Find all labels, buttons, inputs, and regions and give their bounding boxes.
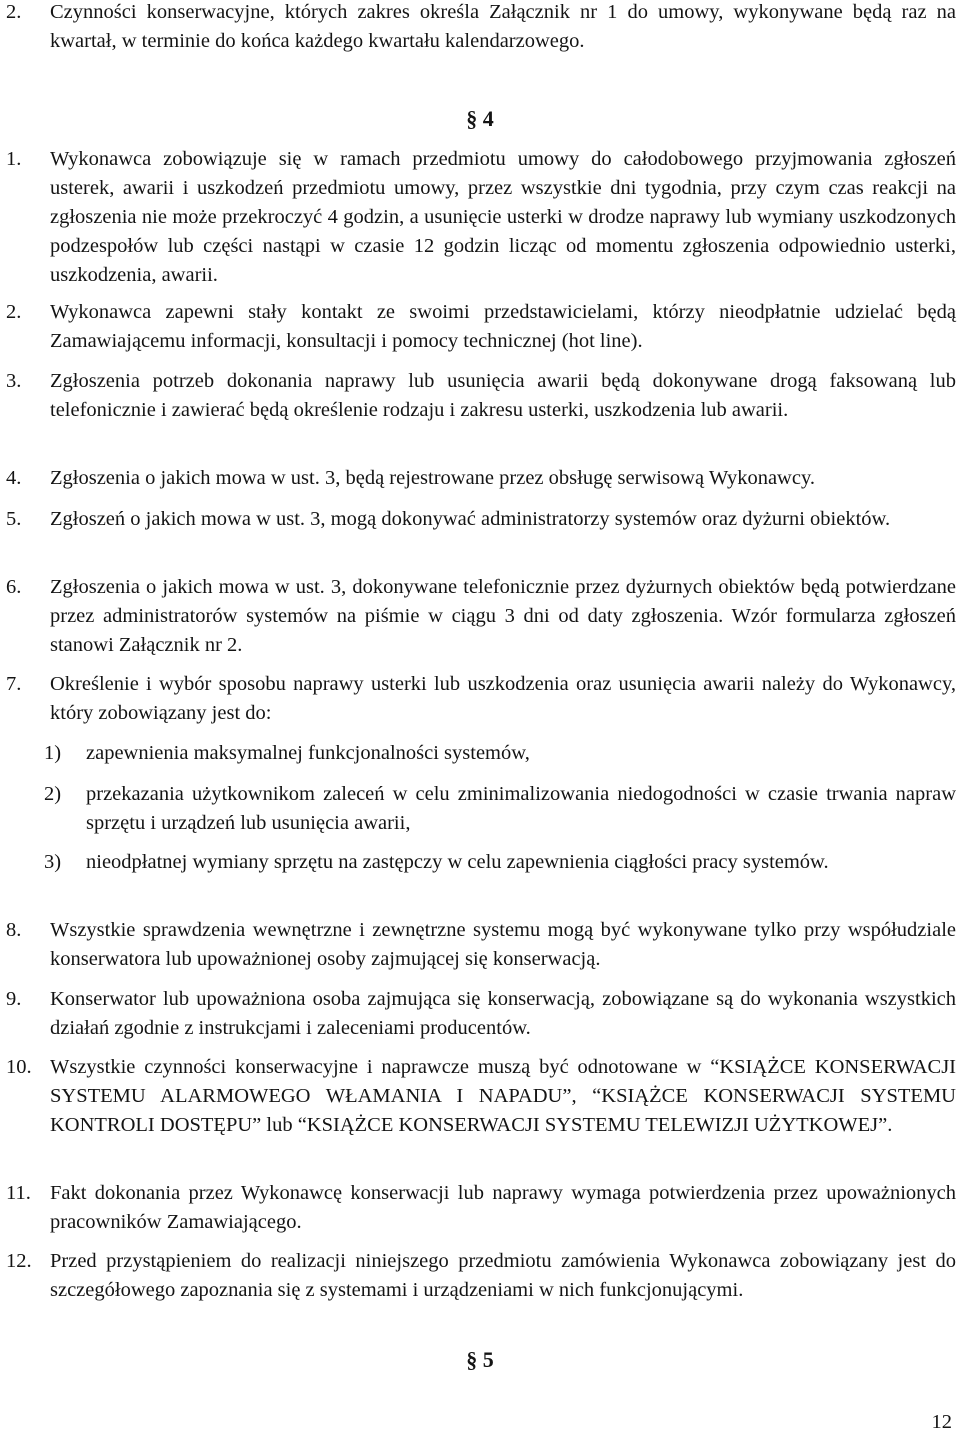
item-number: 12. <box>6 1250 32 1272</box>
list-item <box>6 145 956 290</box>
item-text: Fakt dokonania przez Wykonawcę konserwacji lub naprawy wymaga potwierdzenia przez upoważnionych pracowników Zamawiającego. <box>50 1182 956 1233</box>
item-text: Określenie i wybór sposobu naprawy usterki lub uszkodzenia oraz usunięcia awarii należy do Wykonawcy, który zobowiązany jest do: <box>50 673 956 724</box>
sub-item-number: 1) <box>44 742 62 764</box>
item-number: 8. <box>6 919 22 941</box>
sub-item-number: 3) <box>44 851 62 873</box>
item-number: 11. <box>6 1182 31 1204</box>
item-number: 2. <box>6 1 22 23</box>
list-item <box>6 367 956 425</box>
item-number: 6. <box>6 576 22 598</box>
item-text: Wszystkie sprawdzenia wewnętrzne i zewnętrzne systemu mogą być wykonywane tylko przy współudziale konserwatora lub upoważnionej osoby zajmującej się konserwacją. <box>50 919 956 970</box>
sub-item-text: nieodpłatnej wymiany sprzętu na zastępczy w celu zapewnienia ciągłości pracy systemów. <box>86 851 829 873</box>
item-text: Wykonawca zapewni stały kontakt ze swoimi przedstawicielami, którzy nieodpłatnie udzielać będą Zamawiającemu informacji, konsultacji i pomocy technicznej (hot line). <box>50 301 956 352</box>
item-text: Konserwator lub upoważniona osoba zajmująca się konserwacją, zobowiązane są do wykonania wszystkich działań zgodnie z instrukcjami i zaleceniami producentów. <box>50 988 956 1039</box>
list-item <box>6 505 956 534</box>
sub-item-number: 2) <box>44 783 62 805</box>
page-number: 12 <box>931 1411 952 1433</box>
list-item <box>6 573 956 660</box>
section-heading-4: § 4 <box>466 106 494 131</box>
section-heading-5: § 5 <box>466 1347 494 1372</box>
list-item <box>6 670 956 728</box>
item-text: Zgłoszenia potrzeb dokonania naprawy lub usunięcia awarii będą dokonywane drogą faksowaną lub telefonicznie i zawierać będą określenie rodzaju i zakresu usterki, uszkodzenia lub awarii. <box>50 370 956 421</box>
item-text: Zgłoszeń o jakich mowa w ust. 3, mogą dokonywać administratorzy systemów oraz dyżurni obiektów. <box>50 508 891 530</box>
item-number: 4. <box>6 467 22 489</box>
item-number: 9. <box>6 988 22 1010</box>
item-number: 2. <box>6 301 22 323</box>
item-number: 7. <box>6 673 22 695</box>
item-number: 1. <box>6 148 22 170</box>
list-item <box>6 298 956 356</box>
item-text: Wykonawca zobowiązuje się w ramach przedmiotu umowy do całodobowego przyjmowania zgłoszeń usterek, awarii i uszkodzeń przedmiotu umowy, przez wszystkie dni tygodnia, przy czym czas reakcji na zgłoszenia nie może przekroczyć 4 godzin, a usunięcie usterki w drodze naprawy lub wymiany uszkodzonych podzespołów lub części nastąpi w czasie 12 godzin licząc od momentu zgłoszenia odpowiednio usterki, uszkodzenia, awarii. <box>50 148 956 286</box>
item-number: 10. <box>6 1056 32 1078</box>
item-text: Czynności konserwacyjne, których zakres określa Załącznik nr 1 do umowy, wykonywane będą raz na kwartał, w terminie do końca każdego kwartału kalendarzowego. <box>50 1 956 52</box>
list-item <box>6 1053 956 1140</box>
list-item <box>6 985 956 1043</box>
sub-list-item <box>44 780 956 838</box>
sub-item-text: przekazania użytkownikom zaleceń w celu zminimalizowania niedogodności w czasie trwania napraw sprzętu i urządzeń lub usunięcia awarii, <box>86 783 956 834</box>
item-text: Wszystkie czynności konserwacyjne i naprawcze muszą być odnotowane w “KSIĄŻCE KONSERWACJI SYSTEMU ALARMOWEGO WŁAMANIA I NAPADU”, “KSIĄŻCE KONSERWACJI SYSTEMU KONTROLI DOSTĘPU” lub “KSIĄŻCE KONSERWACJI SYSTEMU TELEWIZJI UŻYTKOWEJ”. <box>50 1056 956 1136</box>
item-text: Zgłoszenia o jakich mowa w ust. 3, będą rejestrowane przez obsługę serwisową Wykonawcy. <box>50 467 815 489</box>
item-text: Zgłoszenia o jakich mowa w ust. 3, dokonywane telefonicznie przez dyżurnych obiektów będą potwierdzane przez administratorów systemów na piśmie w ciągu 3 dni od daty zgłoszenia. Wzór formularza zgłoszeń stanowi Załącznik nr 2. <box>50 576 956 656</box>
item-text: Przed przystąpieniem do realizacji niniejszego przedmiotu zamówienia Wykonawca zobowiązany jest do szczegółowego zapoznania się z systemami i urządzeniami w nich funkcjonującymi. <box>50 1250 956 1301</box>
list-item <box>6 464 956 493</box>
item-number: 3. <box>6 370 22 392</box>
sub-list-item <box>44 848 956 877</box>
list-item <box>6 1179 956 1237</box>
list-item <box>6 916 956 974</box>
item-number: 5. <box>6 508 22 530</box>
top-item <box>6 0 956 56</box>
sub-item-text: zapewnienia maksymalnej funkcjonalności systemów, <box>86 742 530 764</box>
list-item <box>6 1247 956 1305</box>
sub-list-item <box>44 739 956 768</box>
